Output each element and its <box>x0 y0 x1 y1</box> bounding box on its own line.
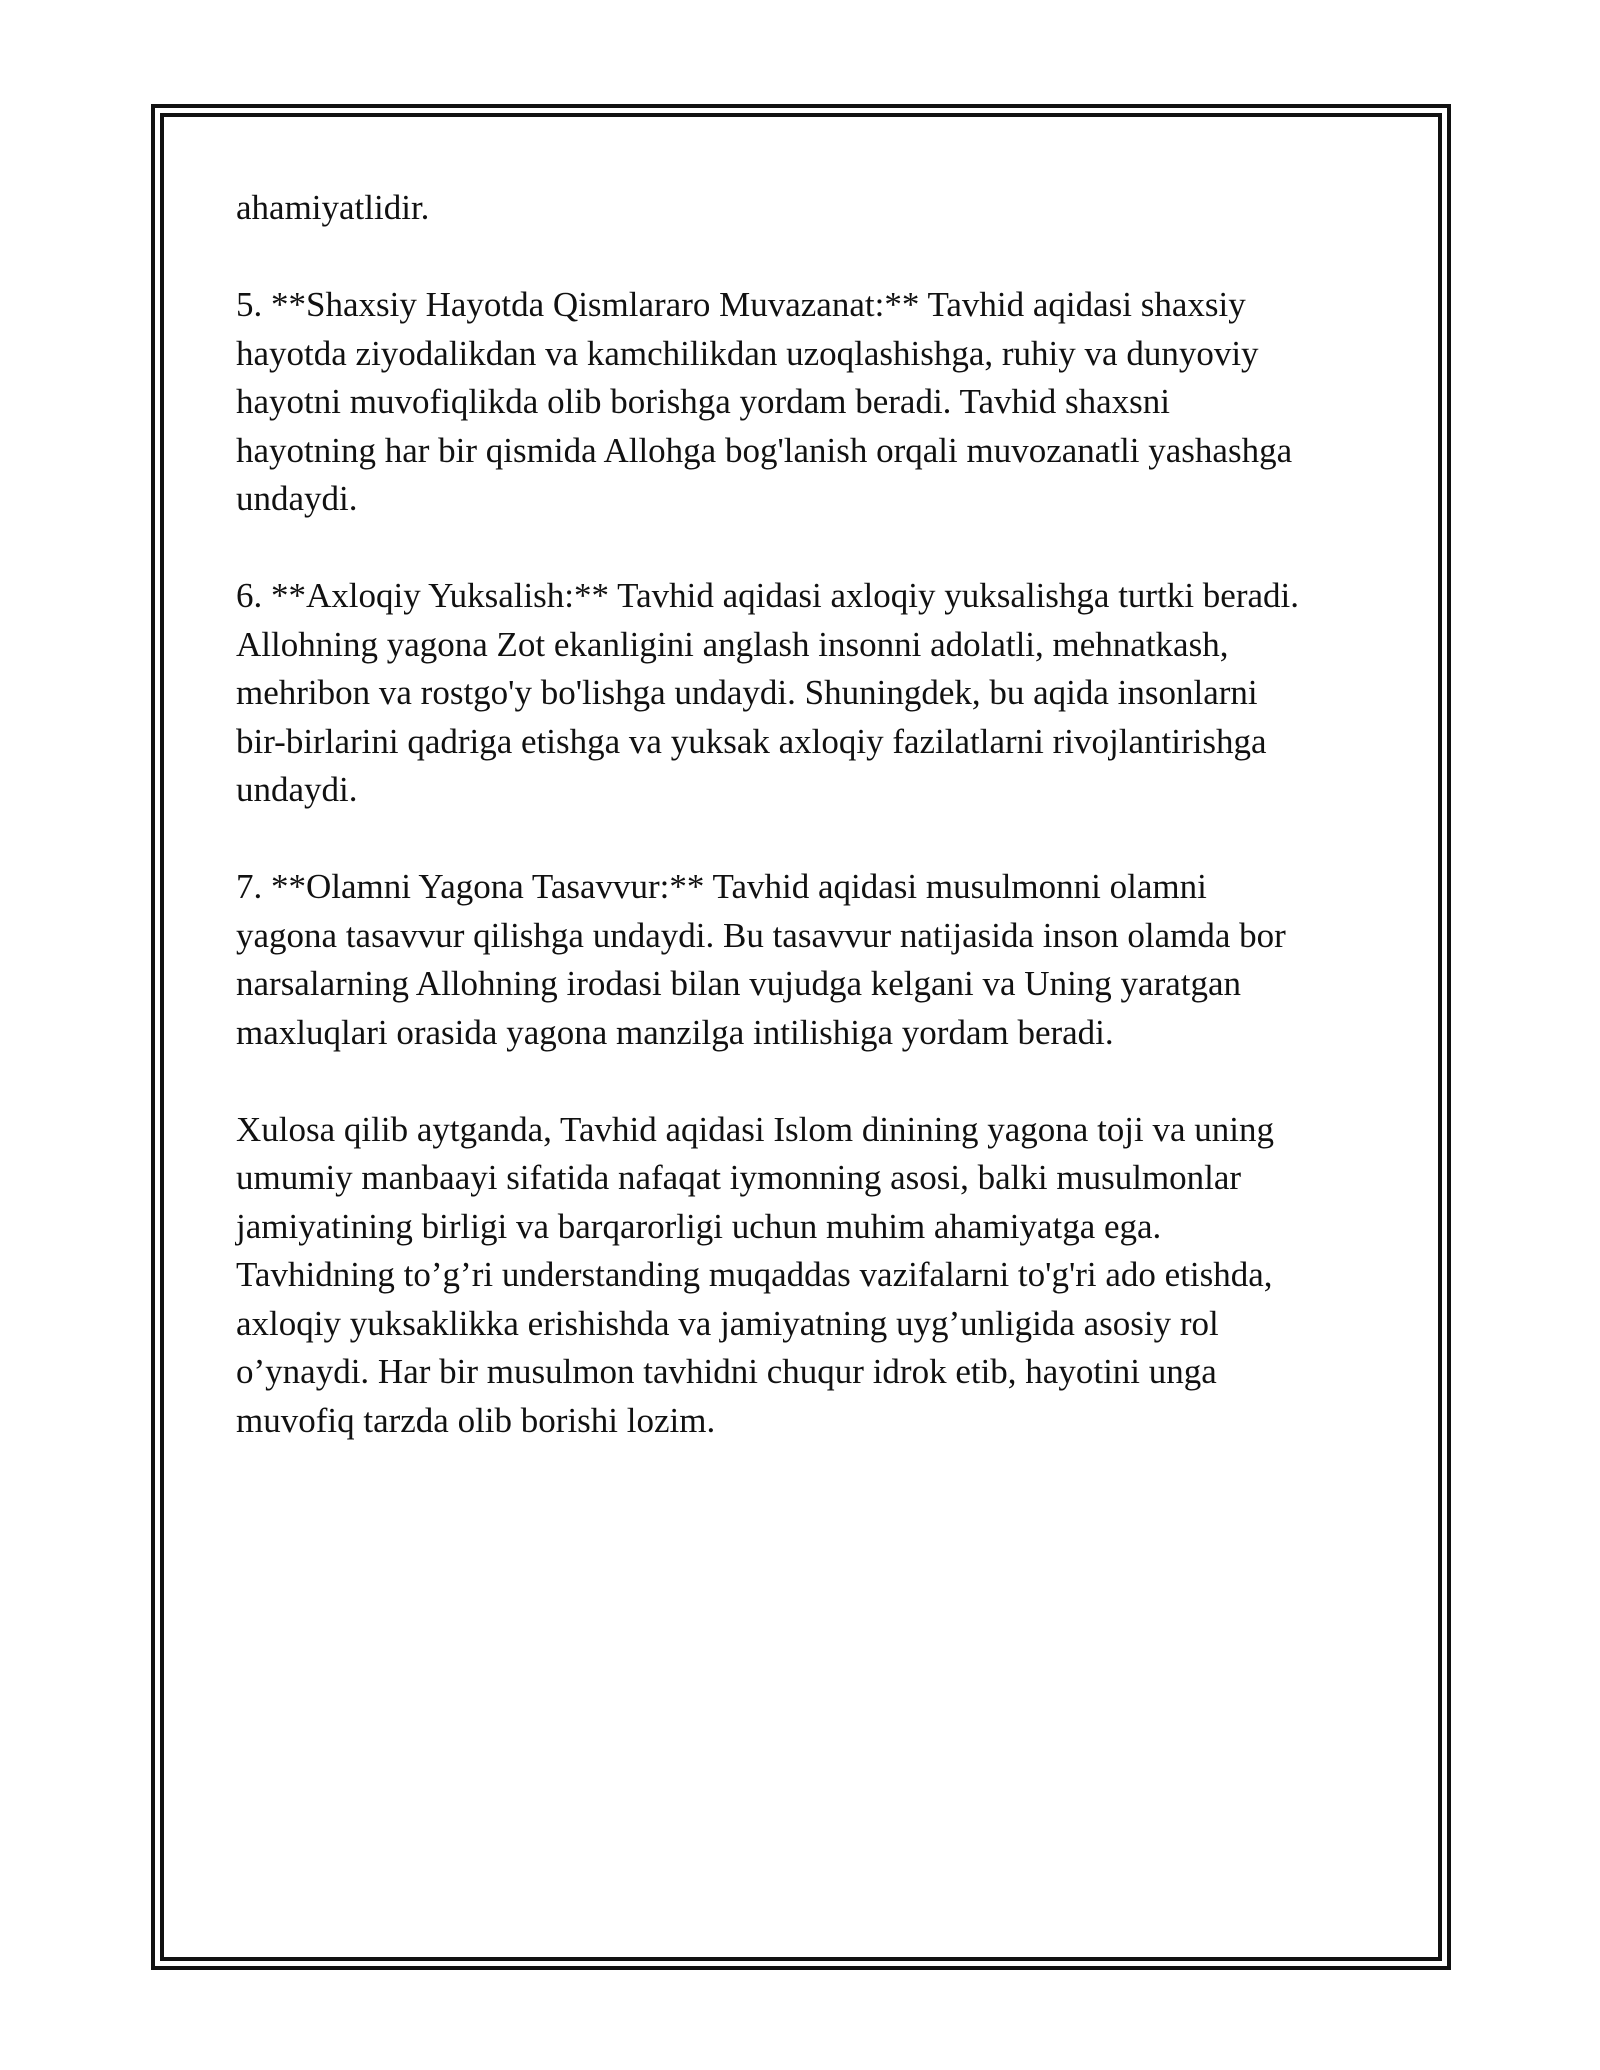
document-body <box>236 184 1376 1494</box>
paragraph-conclusion: Xulosa qilib aytganda, Tavhid aqidasi Islom dinining yagona toji va uning umumiy manbaayi sifatida nafaqat iymonning asosi, balki musulmonlar jamiyatining birligi va barqarorligi uchun muhim ahamiyatga ega. Tavhidning to’g’ri understanding muqaddas vazifalarni to'g'ri ado etishda, axloqiy yuksaklikka erishishda va jamiyatning uyg’unligida asosiy rol o’ynaydi. Har bir musulmon tavhidni chuqur idrok etib, hayotini unga muvofiq tarzda olib borishi lozim. <box>236 1109 1275 1440</box>
paragraph-item-5: 5. **Shaxsiy Hayotda Qismlararo Muvazanat:** Tavhid aqidasi shaxsiy hayotda ziyodalikdan va kamchilikdan uzoqlashishga, ruhiy va dunyoviy hayotni muvofiqlikda olib borishga yordam beradi. Tavhid shaxsni hayotning har bir qismida Allohga bog'lanish orqali muvozanatli yashashga undaydi. <box>236 285 1293 518</box>
paragraph-item-6: 6. **Axloqiy Yuksalish:** Tavhid aqidasi axloqiy yuksalishga turtki beradi. Allohning yagona Zot ekanligini anglash insonni adolatli, mehnatkash, mehribon va rostgo'y bo'lishga undaydi. Shuningdek, bu aqida insonlarni bir-birlarini qadriga etishga va yuksak axloqiy fazilatlarni rivojlantirishga undaydi. <box>236 576 1299 809</box>
paragraph-item-7: 7. **Olamni Yagona Tasavvur:** Tavhid aqidasi musulmonni olamni yagona tasavvur qilishga undaydi. Bu tasavvur natijasida inson olamda bor narsalarning Allohning irodasi bilan vujudga kelgani va Uning yaratgan maxluqlari orasida yagona manzilga intilishiga yordam beradi. <box>236 867 1286 1052</box>
paragraph-continuation: ahamiyatlidir. <box>236 188 430 227</box>
